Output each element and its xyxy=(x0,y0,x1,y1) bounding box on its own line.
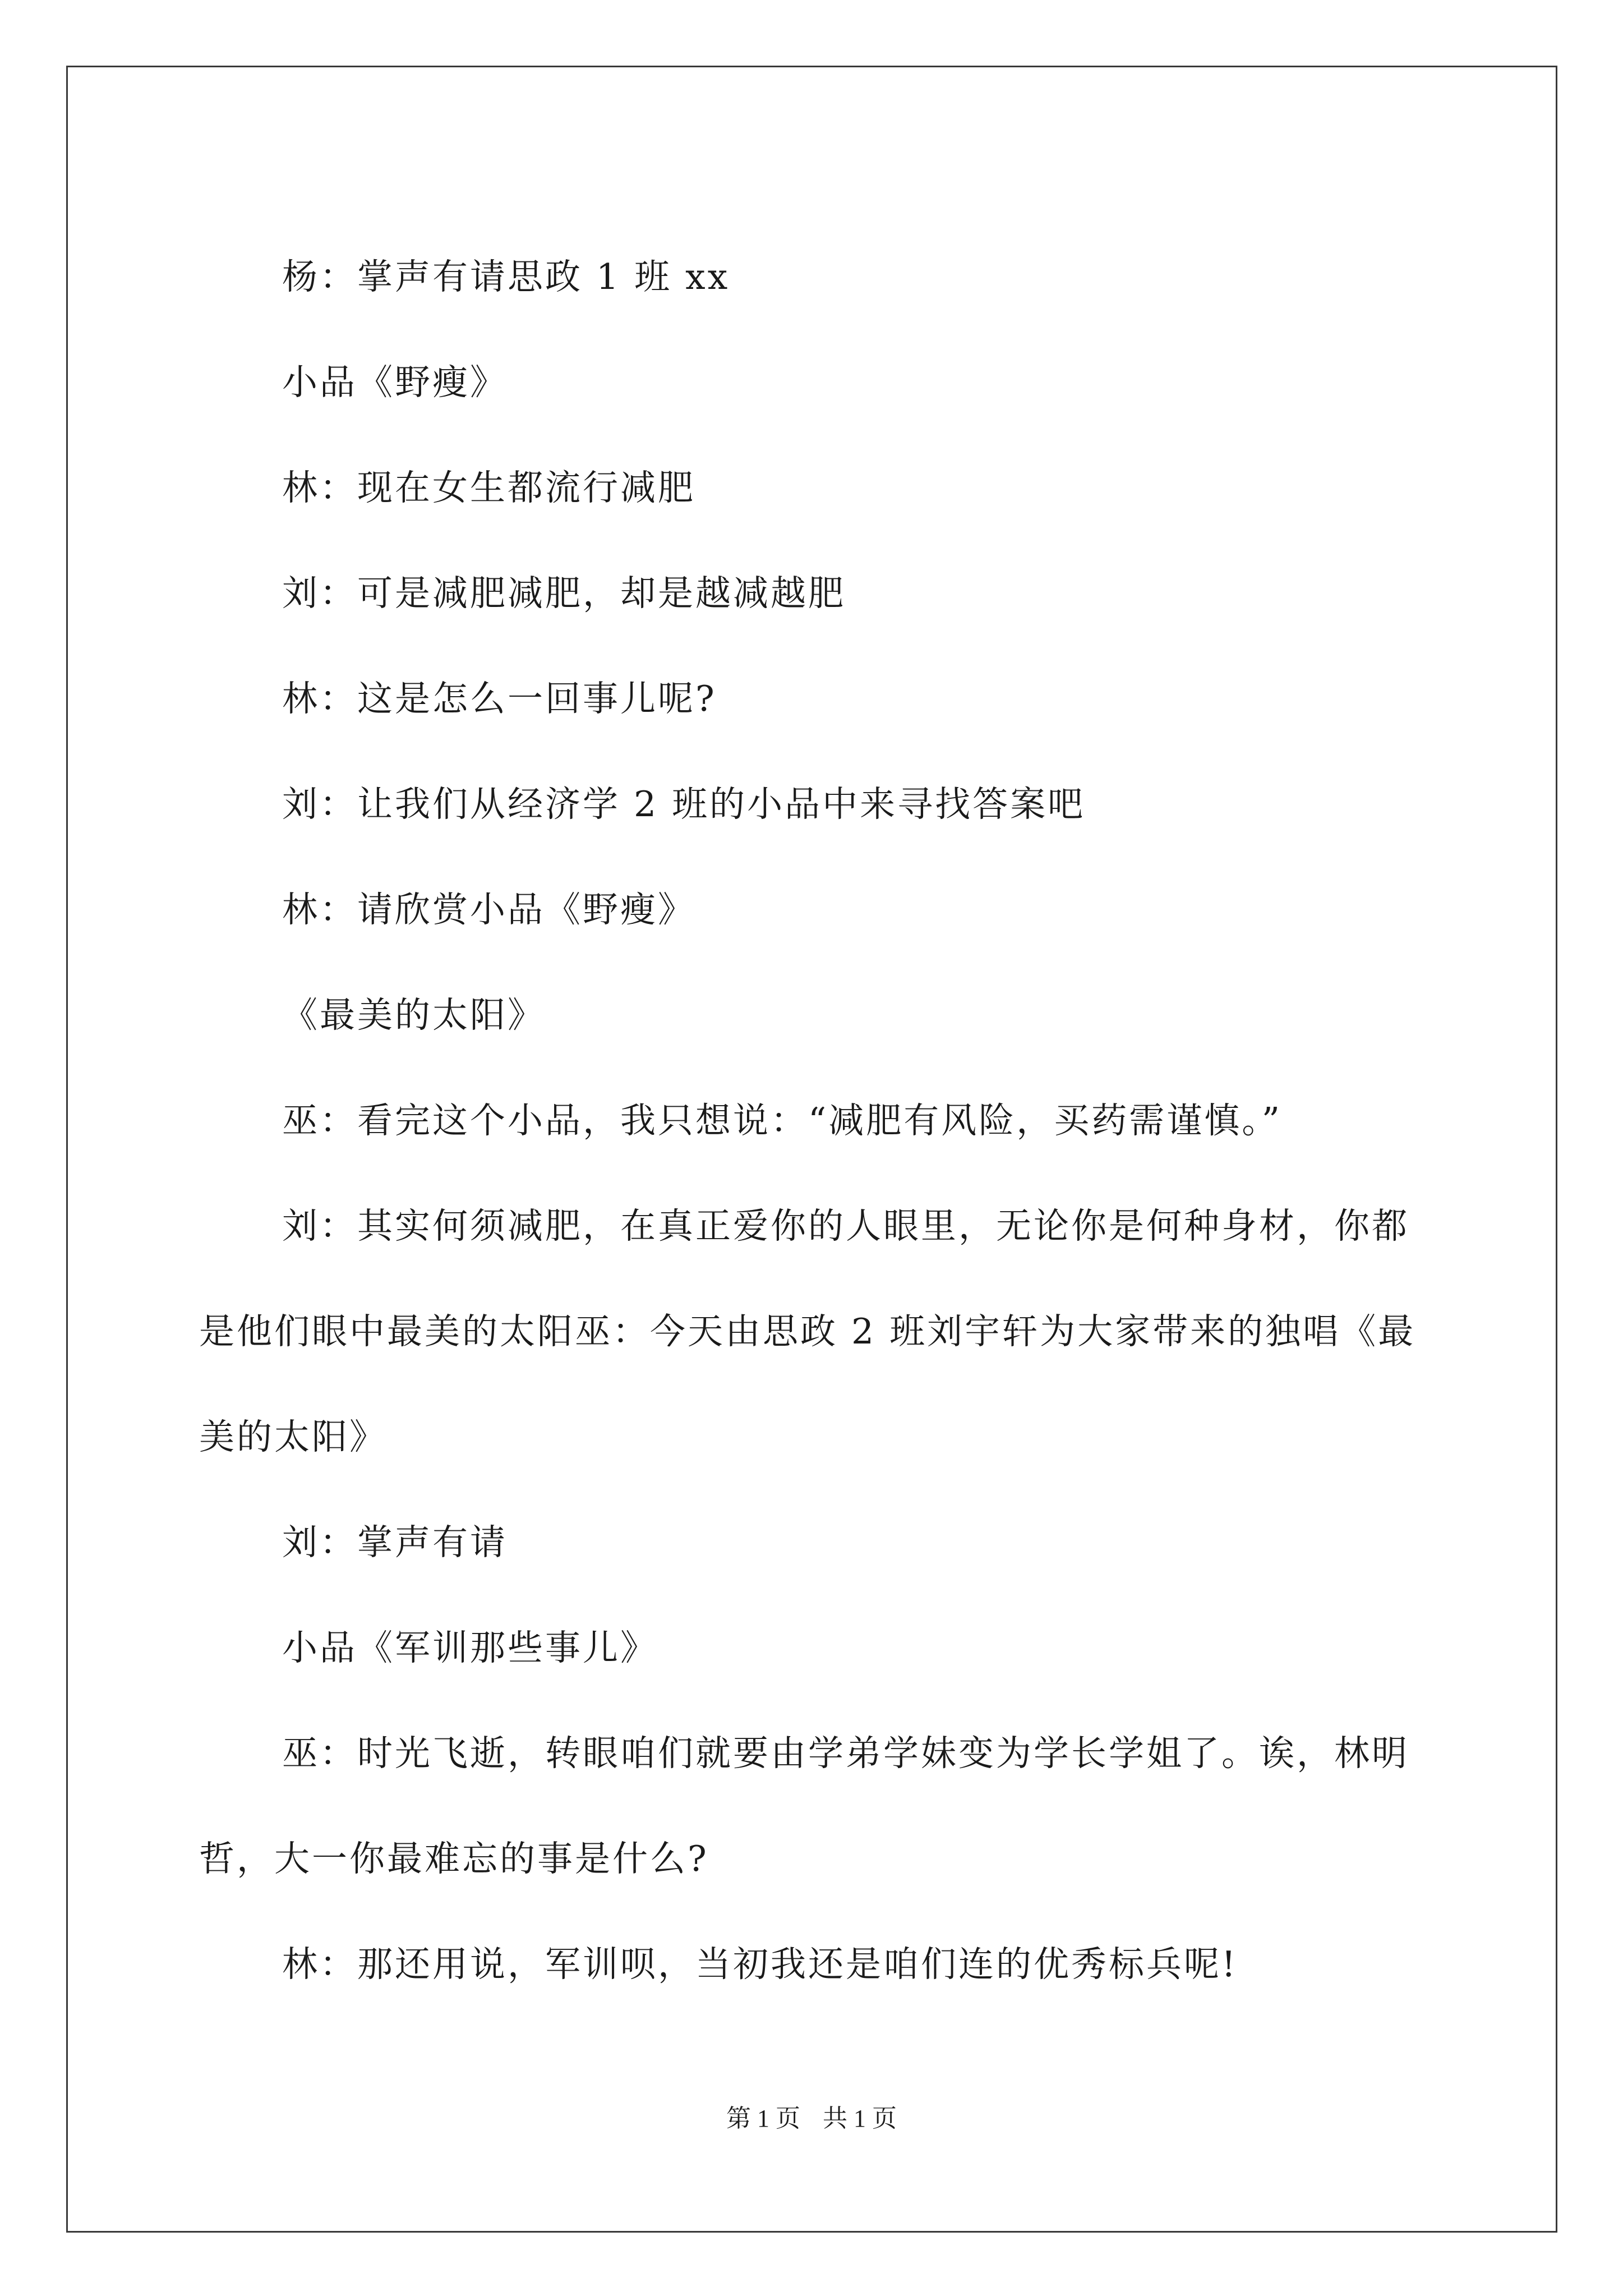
paragraph: 巫：看完这个小品，我只想说：“减肥有风险，买药需谨慎。” xyxy=(282,1100,1282,1141)
paragraph: 刘：掌声有请 xyxy=(282,1522,508,1563)
paragraph: 巫：时光飞逝，转眼咱们就要由学弟学妹变为学长学姐了。诶，林明哲，大一你最难忘的事是什么? xyxy=(199,1733,1409,1879)
paragraph: 林：这是怎么一回事儿呢? xyxy=(282,678,717,719)
paragraph: 林：现在女生都流行减肥 xyxy=(282,467,695,508)
page-number: 第 1 页 xyxy=(726,2105,800,2132)
paragraph: 林：那还用说，军训呗，当初我还是咱们连的优秀标兵呢! xyxy=(282,1944,1238,1985)
page-total: 共 1 页 xyxy=(823,2105,897,2132)
paragraph: 小品《野瘦》 xyxy=(282,362,508,403)
document-body xyxy=(199,224,1444,2017)
paragraph: 林：请欣赏小品《野瘦》 xyxy=(282,889,695,930)
page-footer xyxy=(0,2098,1623,2134)
paragraph: 《最美的太阳》 xyxy=(282,995,545,1036)
paragraph: 刘：让我们从经济学 2 班的小品中来寻找答案吧 xyxy=(282,784,1086,825)
paragraph: 刘：可是减肥减肥，却是越减越肥 xyxy=(282,573,846,614)
paragraph: 刘：其实何须减肥，在真正爱你的人眼里，无论你是何种身材，你都是他们眼中最美的太阳巫：今天由思政 2 班刘宇轩为大家带来的独唱《最美的太阳》 xyxy=(199,1205,1416,1457)
paragraph: 杨：掌声有请思政 1 班 xx xyxy=(282,256,730,297)
paragraph: 小品《军训那些事儿》 xyxy=(282,1627,658,1668)
